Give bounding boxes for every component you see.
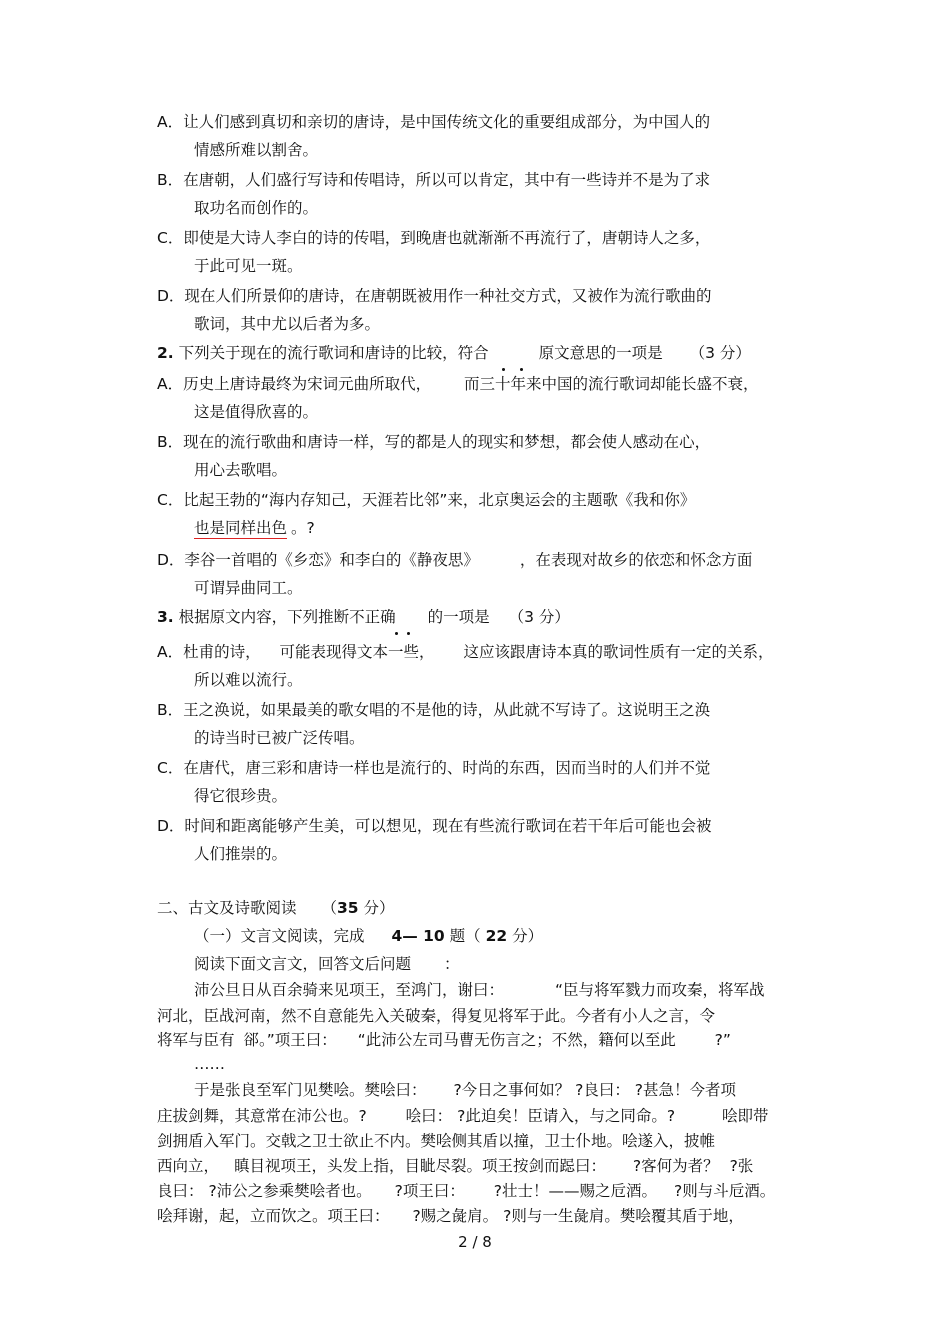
q2-option-a-line2: 这是值得欣喜的。: [194, 403, 319, 421]
q3-option-a-line1: [157, 642, 774, 662]
q2-option-c-tail: 。?: [291, 519, 315, 537]
q1-option-d-line1: D．现在人们所景仰的唐诗，在唐朝既被用作一种社交方式，又被作为流行歌曲的: [157, 287, 712, 305]
q3-stem: [157, 607, 570, 627]
passage-ellipsis: ……: [194, 1055, 225, 1073]
q2-option-a-part1: A．历史上唐诗最终为宋词元曲所取代，: [157, 375, 432, 393]
q3-option-a-part3: 这应该跟唐诗本真的歌词性质有一定的关系，: [463, 643, 774, 661]
passage-p1-line3: [157, 1030, 731, 1050]
passage-p2-line4: [157, 1156, 753, 1176]
passage-p1-line3-b: 郤。”项王曰：: [243, 1031, 337, 1049]
passage-p2-line3: 剑拥盾入军门。交戟之卫士欲止不内。樊哙侧其盾以撞，卫士仆地。哙遂入，披帷: [157, 1132, 716, 1150]
q1-option-a-line1: A．让人们感到真切和亲切的唐诗，是中国传统文化的重要组成部分，为中国人的: [157, 113, 711, 131]
passage-p2-line1-c: ?良曰：: [575, 1081, 630, 1099]
q2-stem-mark: 原文: [538, 344, 570, 362]
passage-p1-line1: [194, 980, 764, 1000]
passage-p2-line1-a: 于是张良至军门见樊哙。樊哙曰：: [194, 1081, 427, 1099]
q1-option-a-line2: 情感所难以割舍。: [194, 141, 319, 159]
subsection-heading: [194, 926, 543, 946]
q3-option-c-line1: C．在唐代，唐三彩和唐诗一样也是流行的、时尚的东西，因而当时的人们并不觉: [157, 759, 711, 777]
passage-p2-line6-a: 哙拜谢，起，立而饮之。项王曰：: [157, 1207, 390, 1225]
q3-stem-text: 根据原文内容，下列推断: [178, 608, 350, 626]
passage-p2-line5-a: 良曰：: [157, 1182, 204, 1200]
passage-p2-line2-d: 哙即带: [722, 1107, 769, 1125]
section-score-close: 分）: [363, 899, 395, 917]
q2-option-d-line2: 可谓异曲同工。: [194, 579, 303, 597]
passage-p1-line1-a: 沛公旦日从百余骑来见项王，至鸿门，谢曰：: [194, 981, 505, 999]
instruction-text: 阅读下面文言文，回答文后问题: [194, 955, 412, 973]
q3-option-b-line1: B．王之涣说，如果最美的歌女唱的不是他的诗，从此就不写诗了。这说明王之涣: [157, 701, 711, 719]
passage-p2-line4-b: 瞋目视项王，头发上指，目眦尽裂。项王按剑而跽曰：: [233, 1157, 606, 1175]
q3-option-b-line2: 的诗当时已被广泛传唱。: [194, 729, 365, 747]
passage-p2-line4-a: 西向立，: [157, 1157, 220, 1175]
q3-option-a-line2: 所以难以流行。: [194, 671, 303, 689]
q1-option-d-line2: 歌词，其中尤以后者为多。: [194, 315, 381, 333]
q2-option-c-underlined: 也是同样出色: [194, 519, 288, 537]
passage-p1-line3-a: 将军与臣有: [157, 1031, 235, 1049]
q2-option-b-line2: 用心去歌唱。: [194, 461, 288, 479]
passage-p2-line5-b: ?沛公之参乘樊哙者也。: [208, 1182, 372, 1200]
passage-p2-line1-b: ?今日之事何如？: [453, 1081, 571, 1099]
q3-option-d-line1: D．时间和距离能够产生美，可以想见，现在有些流行歌词在若干年后可能也会被: [157, 817, 712, 835]
passage-p2-line6: [157, 1206, 744, 1226]
passage-p2-line4-d: ?张: [729, 1157, 754, 1175]
passage-p2-line5-d: ?壮士！——赐之卮酒。: [493, 1182, 658, 1200]
subsection-close: 分）: [512, 927, 544, 945]
q2-stem-post: 意思的一项是: [569, 344, 663, 362]
q2-option-c-line2: [194, 518, 315, 538]
q3-option-a-part1: A．杜甫的诗，: [157, 643, 261, 661]
q2-stem-text: 下列关于现在的流行歌词和唐诗的比较，符合: [178, 344, 489, 362]
q1-option-c-line1: C．即使是大诗人李白的诗的传唱，到晚唐也就渐渐不再流行了，唐朝诗人之多，: [157, 229, 711, 247]
passage-p2-line1-d: ?甚急！今者项: [634, 1081, 737, 1099]
q1-option-c-line2: 于此可见一斑。: [194, 257, 303, 275]
section-heading: [157, 898, 395, 918]
q3-option-d-line2: 人们推崇的。: [194, 845, 288, 863]
q3-option-c-line2: 得它很珍贵。: [194, 787, 288, 805]
q3-number: 3.: [157, 608, 174, 626]
passage-p2-line6-b: ?赐之彘肩。: [412, 1207, 499, 1225]
passage-p1-line1-b: “臣与将军戮力而攻秦，将军战: [554, 981, 765, 999]
q2-option-b-line1: B．现在的流行歌曲和唐诗一样，写的都是人的现实和梦想，都会使人感动在心，: [157, 433, 711, 451]
q2-option-a-part2: 而三十年来中国的流行歌词却能长盛不衰，: [464, 375, 759, 393]
passage-p1-line2: 河北，臣战河南，然不自意能先入关破秦，得复见将军于此。今者有小人之言，令: [157, 1007, 716, 1025]
q2-option-d-part1: D．李谷一首唱的《乡恋》和李白的《静夜思》: [157, 551, 479, 569]
passage-p2-line5-e: ?则与斗卮酒。: [673, 1182, 776, 1200]
subsection-text: （一）文言文阅读，完成: [194, 927, 365, 945]
passage-p2-line2-b: 哙曰：: [405, 1107, 453, 1125]
passage-p2-line1: [194, 1080, 736, 1100]
q3-option-a-part2: 可能表现得文本一些，: [279, 643, 435, 661]
section-title: 二、古文及诗歌阅读: [157, 899, 297, 917]
passage-p1-line3-d: ?”: [714, 1031, 731, 1049]
subsection-mid: 题（: [449, 927, 481, 945]
passage-p1-line3-c: “此沛公左司马曹无伤言之；不然，籍何以至此: [357, 1031, 676, 1049]
subsection-score: 22: [485, 927, 508, 945]
q2-option-a-line1: [157, 374, 759, 394]
page-number: 2 / 8: [458, 1233, 492, 1251]
q2-option-d-part2: ，在表现对故乡的依恋和怀念方面: [519, 551, 753, 569]
passage-p2-line2-a: 庄拔剑舞，其意常在沛公也。?: [157, 1107, 367, 1125]
q3-score: （3 分）: [508, 608, 570, 626]
q3-stem-post: 的一项是: [427, 608, 490, 626]
q2-option-c-line1: C．比起王勃的“海内存知己，天涯若比邻”来，北京奥运会的主题歌《我和你》: [157, 491, 696, 509]
reading-instruction: [194, 954, 459, 974]
q1-option-b-line2: 取功名而创作的。: [194, 199, 319, 217]
q2-number: 2.: [157, 344, 174, 362]
passage-p2-line5: [157, 1181, 775, 1201]
q2-stem: [157, 343, 751, 363]
passage-p2-line6-c: ?则与一生彘肩。樊哙覆其盾于地，: [503, 1207, 744, 1225]
passage-p2-line4-c: ?客何为者？: [632, 1157, 719, 1175]
section-score-number: 35: [336, 899, 359, 917]
passage-p2-line5-c: ?项王曰：: [394, 1182, 465, 1200]
q2-score: （3 分）: [689, 344, 751, 362]
passage-p2-line2-c: ?此迫矣！臣请入，与之同命。?: [457, 1107, 676, 1125]
q1-option-b-line1: B．在唐朝，人们盛行写诗和传唱诗，所以可以肯定，其中有一些诗并不是为了求: [157, 171, 711, 189]
section-score-open: （: [321, 899, 337, 917]
passage-p2-line2: [157, 1106, 769, 1126]
subsection-range: 4— 10: [391, 927, 445, 945]
instruction-colon: ：: [443, 955, 460, 973]
q2-option-d-line1: [157, 550, 752, 570]
q3-stem-mark: 不正确: [349, 608, 396, 626]
